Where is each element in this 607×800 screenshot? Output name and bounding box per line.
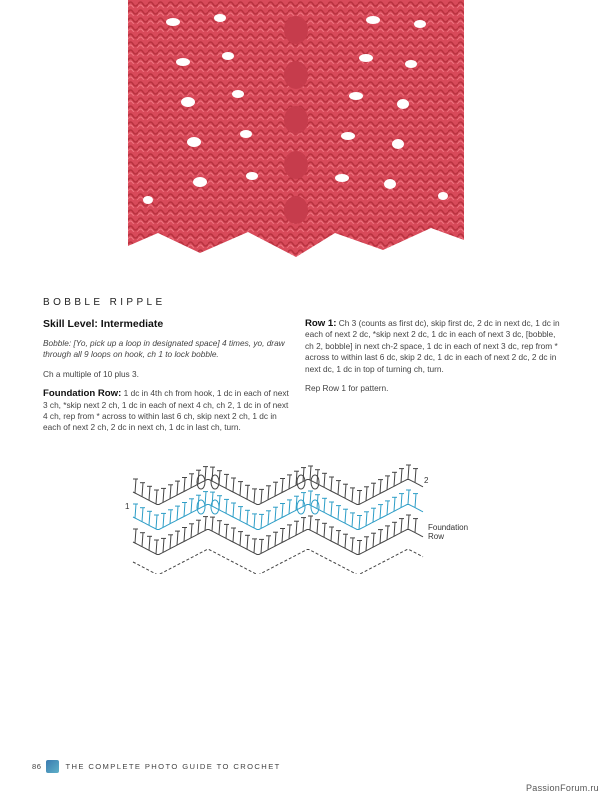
chain-base: [133, 550, 423, 575]
foundation-row-stitch: [198, 520, 199, 534]
row1-stitch: [303, 493, 304, 507]
row1-stitch: [331, 502, 332, 516]
row2-stitch: [212, 467, 213, 481]
row2-stitch: [366, 487, 367, 501]
row2-stitch: [156, 490, 157, 504]
foundation-row-stitch: [275, 532, 276, 546]
foundation-row-stitch: [394, 522, 395, 536]
row1-stitch: [177, 506, 178, 520]
foundation-row-stitch: [233, 528, 234, 542]
row2-stitch: [226, 474, 227, 488]
skill-level: Skill Level: Intermediate: [43, 318, 164, 330]
row1-stitch: [254, 514, 255, 528]
page-footer: [32, 760, 281, 773]
row2-stitch: [387, 476, 388, 490]
row1-stitch: [156, 515, 157, 529]
row1-stitch: [324, 498, 325, 512]
row2-stitch: [205, 467, 206, 481]
watermark: PassionForum.ru: [525, 783, 599, 793]
chart-label-row1: 1: [125, 502, 130, 511]
row1-stitch: [366, 512, 367, 526]
foundation-row-stitch: [331, 527, 332, 541]
foundation-row-label: Foundation Row:: [43, 388, 122, 400]
row1-stitch: [226, 499, 227, 513]
row1-stitch: [387, 501, 388, 515]
foundation-row-stitch: [338, 531, 339, 545]
foundation-row-stitch: [170, 535, 171, 549]
row1-stitch: [310, 491, 311, 505]
row2-stitch: [268, 486, 269, 500]
foundation-row-stitch: [156, 540, 157, 554]
foundation-row-stitch: [219, 521, 220, 535]
row1-label: Row 1:: [305, 318, 337, 329]
row1-stitch: [394, 497, 395, 511]
row2-stitch: [310, 466, 311, 480]
row1-stitch: [373, 508, 374, 522]
row2-stitch: [331, 477, 332, 491]
row2-stitch: [408, 465, 409, 479]
bobble-symbol: [297, 475, 305, 489]
foundation-row-instruction: [43, 388, 293, 434]
row1-baseline: [133, 505, 423, 530]
foundation-row-stitch: [415, 519, 416, 533]
bobble-symbol: [211, 500, 219, 514]
row1-stitch: [240, 507, 241, 521]
bobble-definition: Bobble: [Yo, pick up a loop in designated space] 4 times, yo, draw through all 9 loops on hook, ch 1 to lock bobble.: [43, 338, 285, 360]
row1-instruction: [305, 318, 560, 375]
row1-stitch: [380, 505, 381, 519]
row2-stitch: [401, 469, 402, 483]
row1-stitch: [261, 514, 262, 528]
row1-stitch: [289, 500, 290, 514]
foundation-row-stitch: [289, 525, 290, 539]
row2-stitch: [142, 483, 143, 497]
row2-stitch: [324, 473, 325, 487]
foundation-row-stitch: [310, 516, 311, 530]
row2-stitch: [135, 479, 136, 493]
row2-stitch: [184, 478, 185, 492]
bobble-symbol: [297, 500, 305, 514]
foundation-row-stitch: [135, 529, 136, 543]
row2-stitch: [303, 468, 304, 482]
foundation-row-stitch: [226, 524, 227, 538]
foundation-row-stitch: [359, 541, 360, 555]
foundation-row-stitch: [282, 529, 283, 543]
row2-stitch: [394, 472, 395, 486]
row2-stitch: [373, 483, 374, 497]
foundation-row-stitch: [352, 538, 353, 552]
row2-stitch: [282, 479, 283, 493]
foundation-row-stitch: [205, 517, 206, 531]
chart-label-row2: 2: [424, 476, 429, 485]
chart-label-foundation-1: Foundation: [428, 523, 469, 532]
row2-stitch: [247, 485, 248, 499]
row1-stitch: [149, 511, 150, 525]
row2-stitch: [170, 485, 171, 499]
row2-stitch: [338, 481, 339, 495]
row2-stitch: [352, 488, 353, 502]
foundation-row-stitch: [212, 517, 213, 531]
foundation-row-baseline: [133, 530, 423, 555]
bobble-symbol: [311, 500, 319, 514]
row2-stitch: [261, 489, 262, 503]
foundation-row-stitch: [303, 518, 304, 532]
foundation-row-stitch: [142, 533, 143, 547]
row2-stitch: [240, 482, 241, 496]
row2-stitch: [233, 478, 234, 492]
row1-stitch: [275, 507, 276, 521]
foundation-row-stitch: [191, 524, 192, 538]
row1-stitch: [247, 510, 248, 524]
row1-stitch: [282, 504, 283, 518]
row2-stitch: [149, 486, 150, 500]
foundation-row-stitch: [163, 538, 164, 552]
foundation-row-stitch: [247, 535, 248, 549]
row1-stitch: [233, 503, 234, 517]
foundation-row-stitch: [149, 536, 150, 550]
row1-stitch: [352, 513, 353, 527]
instructions-right-column: [305, 318, 560, 402]
row1-stitch: [212, 492, 213, 506]
foundation-row-stitch: [254, 539, 255, 553]
row1-stitch: [170, 510, 171, 524]
row1-text: Ch 3 (counts as first dc), skip first dc, 2 dc in next dc, 1 dc in each of next 2 dc, *skip next 2 dc, 1 dc in each of next 3 dc, [bobble, ch 2, bobble] in next ch-2 space, 1 dc in each of next 3 dc, rep from * across to within last 6 dc, skip 2 dc, 1 dc in each of next 2 dc, 2 dc in next dc, 1 dc in top of turning ch, turn.: [305, 318, 560, 374]
chart-label-foundation-2: Row: [428, 532, 445, 541]
row2-stitch: [254, 489, 255, 503]
row1-stitch: [408, 490, 409, 504]
row1-stitch: [163, 513, 164, 527]
page-number: 86: [32, 762, 42, 771]
swatch-photo: [128, 0, 464, 274]
foundation-row-stitch: [373, 533, 374, 547]
foundation-row-stitch: [268, 536, 269, 550]
foundation-row-stitch: [296, 521, 297, 535]
row1-stitch: [338, 506, 339, 520]
row2-stitch: [289, 475, 290, 489]
row2-stitch: [275, 482, 276, 496]
foundation-row-stitch: [324, 523, 325, 537]
bobble-symbol: [311, 475, 319, 489]
row2-stitch: [359, 491, 360, 505]
row1-stitch: [415, 494, 416, 508]
foundation-row-text: 1 dc in 4th ch from hook, 1 dc in each of next 3 ch, *skip next 2 ch, 1 dc in each of next 4 ch, ch 2, 1 dc in of next 4 ch, rep from * across to within last 6 ch, skip next 2 ch, 1 dc in each of next 2 ch, 2 dc in next ch, 1 dc in last ch, turn.: [43, 388, 289, 433]
row2-stitch: [163, 488, 164, 502]
foundation-row-stitch: [177, 531, 178, 545]
foundation-row-stitch: [366, 537, 367, 551]
row2-baseline: [133, 480, 423, 505]
foundation-row-stitch: [408, 515, 409, 529]
chart-stitches: [133, 465, 423, 574]
foundation-row-stitch: [401, 519, 402, 533]
row1-stitch: [345, 509, 346, 523]
foundation-row-stitch: [261, 539, 262, 553]
foundation-row-stitch: [345, 534, 346, 548]
crochet-chart: [123, 462, 473, 574]
row1-stitch: [135, 504, 136, 518]
row1-stitch: [191, 499, 192, 513]
pattern-heading: BOBBLE RIPPLE: [43, 297, 166, 308]
foundation-row-stitch: [380, 530, 381, 544]
row2-stitch: [345, 484, 346, 498]
row2-stitch: [415, 469, 416, 483]
row1-stitch: [359, 516, 360, 530]
book-title: THE COMPLETE PHOTO GUIDE TO CROCHET: [65, 762, 281, 771]
foundation-row-stitch: [387, 526, 388, 540]
instructions-left-column: [43, 318, 293, 442]
foundation-row-stitch: [184, 528, 185, 542]
bobble-symbol: [211, 475, 219, 489]
chain-instruction: Ch a multiple of 10 plus 3.: [43, 368, 139, 379]
row1-stitch: [205, 492, 206, 506]
row1-stitch: [268, 511, 269, 525]
row2-stitch: [380, 480, 381, 494]
row2-stitch: [191, 474, 192, 488]
foundation-row-stitch: [240, 532, 241, 546]
book-logo-icon: [46, 760, 59, 773]
repeat-instruction: Rep Row 1 for pattern.: [305, 383, 389, 394]
row1-stitch: [142, 508, 143, 522]
row2-stitch: [177, 481, 178, 495]
row1-stitch: [184, 503, 185, 517]
row1-stitch: [401, 494, 402, 508]
foundation-row-stitch: [317, 520, 318, 534]
